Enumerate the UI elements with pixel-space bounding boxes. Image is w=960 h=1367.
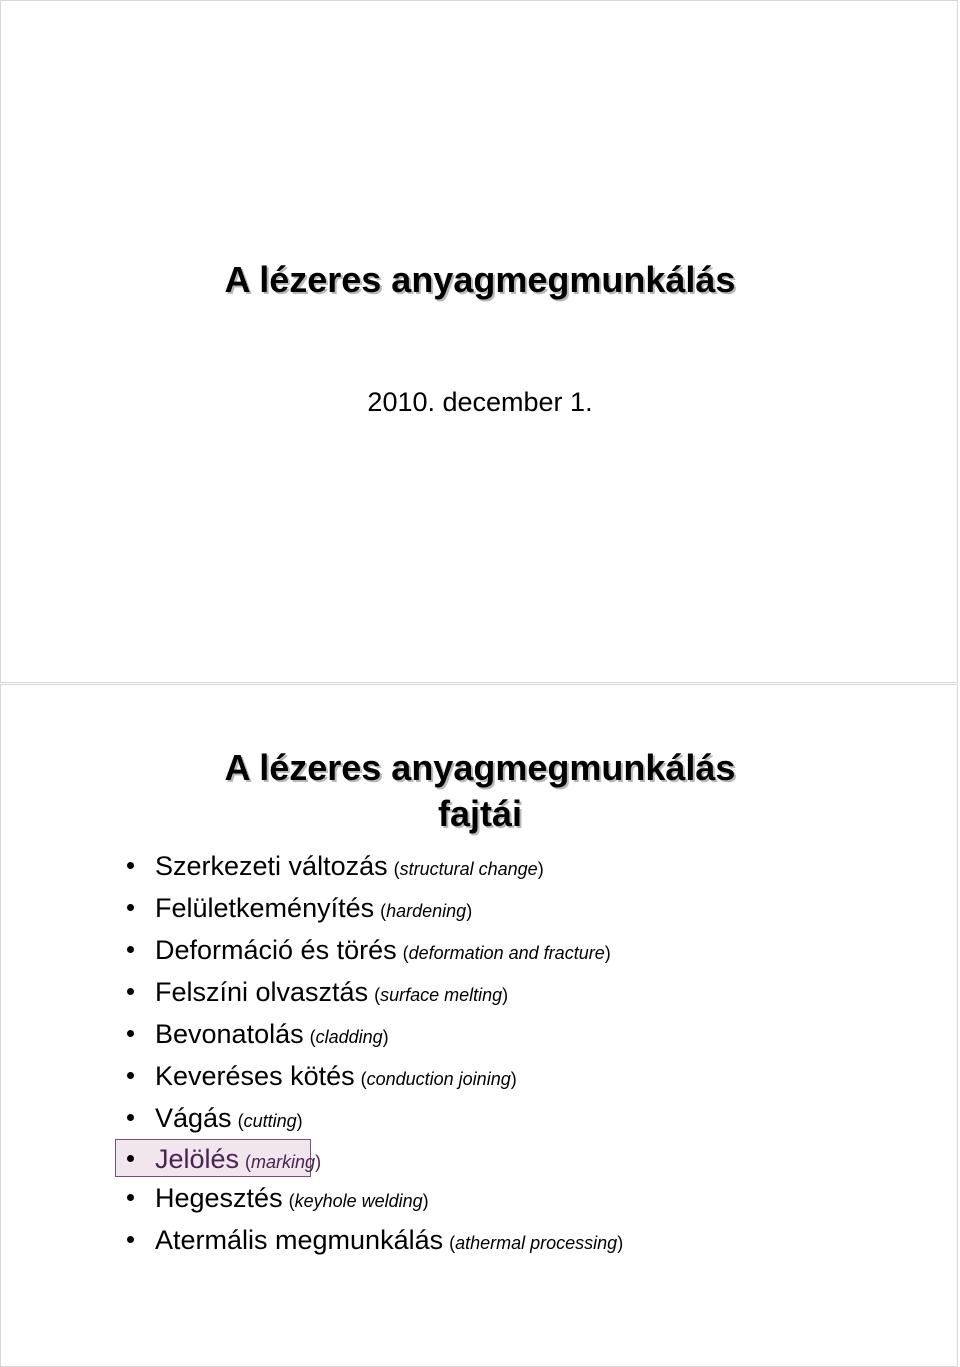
slide-2-title-line-1: A lézeres anyagmegmunkálás — [224, 747, 736, 788]
item-english-wrapper: (marking) — [245, 1152, 322, 1172]
list-item — [119, 1219, 623, 1261]
item-hungarian: Vágás — [155, 1103, 232, 1133]
bullet-icon — [127, 862, 134, 869]
item-hungarian: Atermális megmunkálás — [155, 1225, 444, 1255]
bullet-icon — [127, 904, 134, 911]
item-hungarian: Keveréses kötés — [155, 1061, 355, 1091]
item-english: conduction joining — [366, 1069, 511, 1089]
bullet-list — [119, 845, 623, 1261]
bullet-icon — [127, 1072, 134, 1079]
item-english: surface melting — [380, 985, 503, 1005]
item-hungarian: Szerkezeti változás — [155, 851, 388, 881]
item-english-wrapper: (conduction joining) — [360, 1069, 517, 1089]
bullet-icon — [127, 1114, 134, 1121]
item-english-wrapper: (structural change) — [393, 859, 544, 879]
slide-2-title-line-2: fajtái — [437, 793, 523, 834]
list-item — [119, 1097, 623, 1139]
bullet-icon — [127, 1030, 134, 1037]
list-item — [119, 971, 623, 1013]
item-english-wrapper: (athermal processing) — [449, 1233, 624, 1253]
item-english-wrapper: (keyhole welding) — [288, 1191, 429, 1211]
list-item — [119, 929, 623, 971]
list-item — [119, 845, 623, 887]
bullet-icon — [127, 1236, 134, 1243]
item-english: deformation and fracture — [408, 943, 605, 963]
bullet-icon — [127, 1155, 134, 1162]
slide-1-date: 2010. december 1. — [367, 387, 593, 417]
item-english: cladding — [315, 1027, 383, 1047]
slide-1-title: A lézeres anyagmegmunkálás — [224, 259, 736, 300]
item-english: keyhole welding — [294, 1191, 423, 1211]
item-hungarian: Deformáció és törés — [155, 935, 397, 965]
list-item — [119, 1177, 623, 1219]
item-hungarian: Felszíni olvasztás — [155, 977, 369, 1007]
item-english: hardening — [386, 901, 467, 921]
item-english-wrapper: (cladding) — [309, 1027, 389, 1047]
item-english: athermal processing — [455, 1233, 618, 1253]
item-english-wrapper: (deformation and fracture) — [402, 943, 611, 963]
slide-2 — [0, 684, 958, 1367]
list-item — [119, 1013, 623, 1055]
item-english-wrapper: (cutting) — [237, 1111, 303, 1131]
item-hungarian: Felületkeményítés — [155, 893, 375, 923]
list-item — [119, 1055, 623, 1097]
item-hungarian: Bevonatolás — [155, 1019, 304, 1049]
slide-1 — [0, 0, 958, 683]
list-item-highlighted — [115, 1139, 322, 1177]
item-english: cutting — [243, 1111, 297, 1131]
item-english-wrapper: (surface melting) — [374, 985, 509, 1005]
item-hungarian: Jelölés — [155, 1144, 240, 1174]
item-english: structural change — [399, 859, 538, 879]
list-item — [119, 887, 623, 929]
item-english-wrapper: (hardening) — [380, 901, 473, 921]
bullet-icon — [127, 946, 134, 953]
bullet-icon — [127, 1194, 134, 1201]
item-english: marking — [251, 1152, 316, 1172]
bullet-icon — [127, 988, 134, 995]
slide-2-title — [1, 745, 959, 837]
item-hungarian: Hegesztés — [155, 1183, 283, 1213]
